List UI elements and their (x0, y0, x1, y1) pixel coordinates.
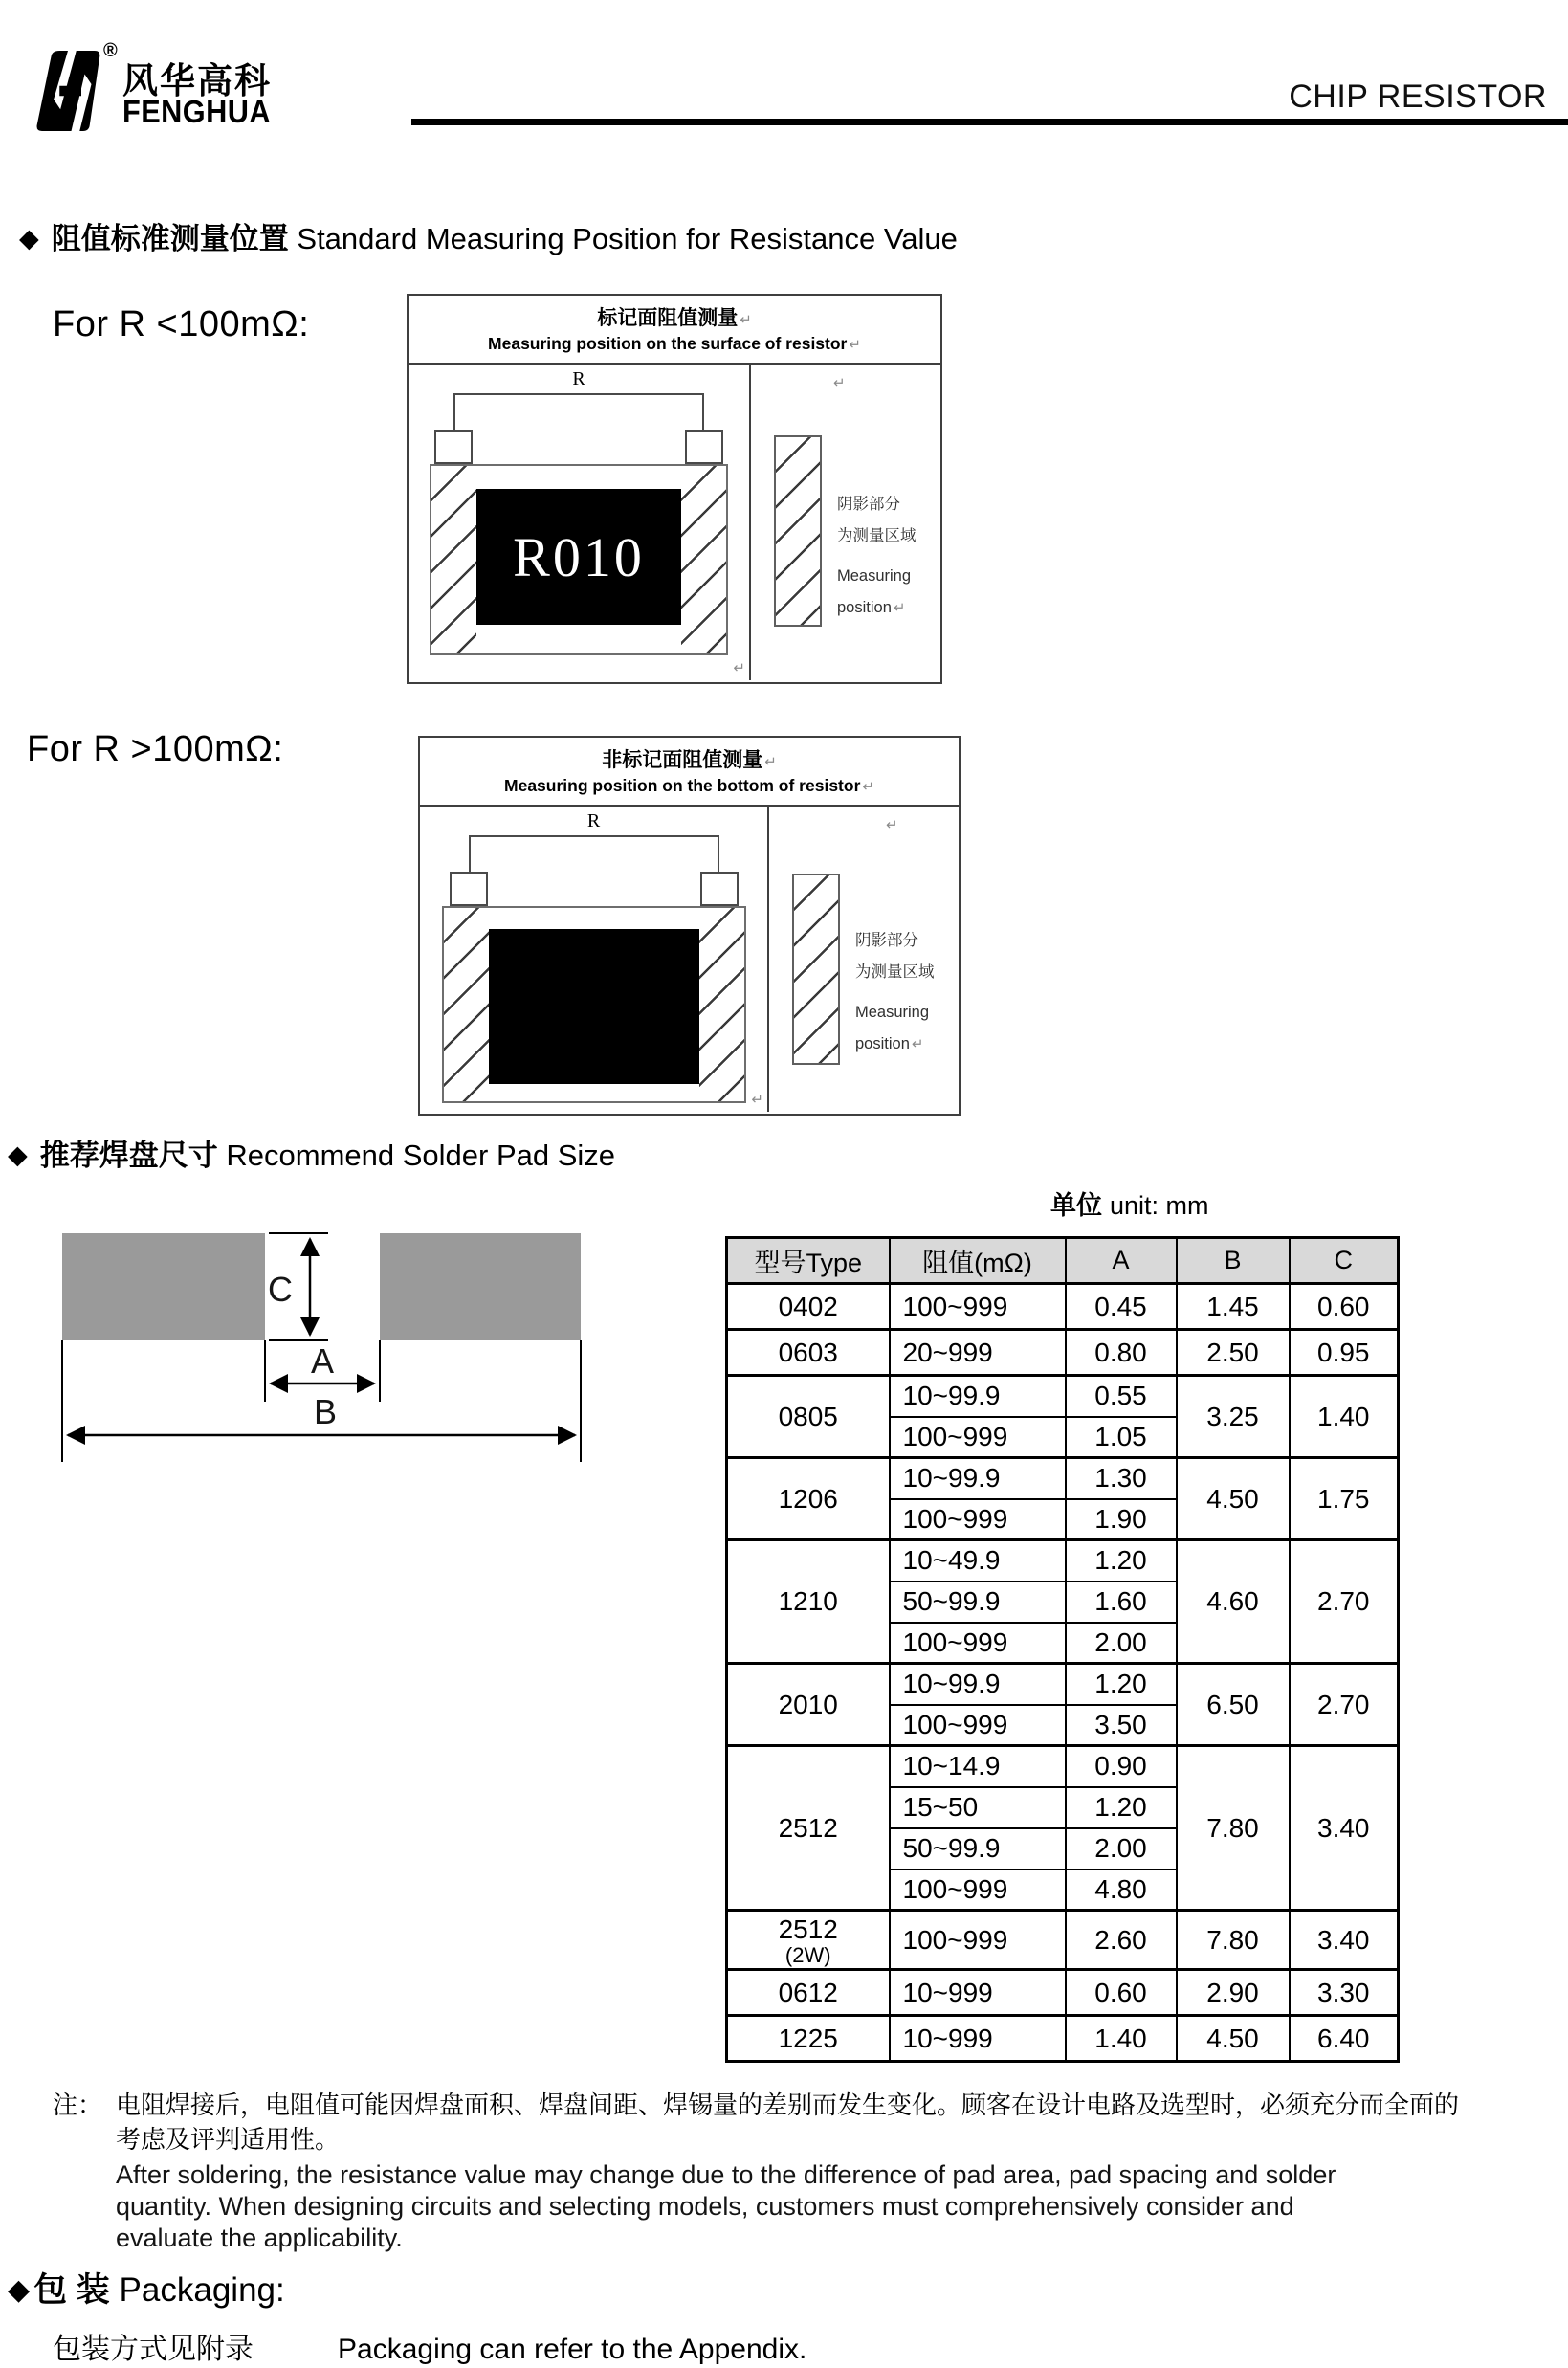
diagram-surface-measuring (407, 294, 942, 684)
diagram-bottom-measuring (418, 736, 961, 1116)
a-cell: 0.80 (1066, 1330, 1177, 1376)
terminal-tab (434, 430, 473, 464)
a-cell: 0.55 (1066, 1376, 1177, 1417)
dimension-label-r: R (572, 368, 585, 389)
diagram-title-cn: 非标记面阻值测量 (602, 749, 763, 771)
return-mark: ↵ (886, 817, 898, 833)
pad-table-row (727, 1911, 1399, 1970)
pad-table-row (727, 1330, 1399, 1376)
terminal-tab (685, 430, 723, 464)
b-cell: 4.50 (1177, 2016, 1290, 2062)
b-cell: 4.50 (1177, 1458, 1290, 1540)
range-cell: 100~999 (890, 1499, 1066, 1540)
right-solder-pad (380, 1233, 581, 1340)
a-cell: 1.40 (1066, 2016, 1177, 2062)
range-cell: 10~14.9 (890, 1746, 1066, 1787)
return-mark: ↵ (733, 660, 745, 676)
header-rule (411, 119, 1568, 125)
c-cell: 2.70 (1290, 1664, 1399, 1746)
legend-en-line1: Measuring (855, 1004, 930, 1021)
b-cell: 6.50 (1177, 1664, 1290, 1746)
heading-en: Standard Measuring Position for Resistance Value (297, 222, 958, 255)
range-cell: 100~999 (890, 1417, 1066, 1458)
range-cell: 100~999 (890, 1284, 1066, 1330)
range-cell: 10~49.9 (890, 1540, 1066, 1582)
table-header-row (727, 1238, 1399, 1284)
legend-cn-line1: 阴影部分 (855, 932, 918, 949)
range-cell: 20~999 (890, 1330, 1066, 1376)
b-cell: 1.45 (1177, 1284, 1290, 1330)
case-label-r-lt-100: For R <100mΩ: (53, 304, 310, 344)
legend-cn-line2: 为测量区域 (837, 527, 917, 544)
hatch-legend-swatch (792, 874, 840, 1065)
a-cell: 2.00 (1066, 1828, 1177, 1870)
pad-table-row (727, 1458, 1399, 1499)
diagram-title-en: Measuring position on the bottom of resistor (504, 776, 861, 795)
range-cell: 10~999 (890, 2016, 1066, 2062)
solder-note (53, 2088, 1531, 2254)
return-mark: ↵ (862, 779, 874, 795)
packaging-body-en: Packaging can refer to the Appendix. (338, 2334, 807, 2365)
a-cell: 1.05 (1066, 1417, 1177, 1458)
type-cell: 0805 (727, 1376, 890, 1458)
c-cell: 3.30 (1290, 1970, 1399, 2016)
right-terminal-hatched (681, 466, 726, 653)
c-cell: 2.70 (1290, 1540, 1399, 1664)
pad-table-row (727, 1970, 1399, 2016)
header-a: A (1066, 1238, 1177, 1284)
heading-cn: 包 装 (33, 2271, 110, 2309)
solder-pad-drawing (38, 1217, 631, 1471)
pad-table-row (727, 1664, 1399, 1705)
note-cn-line2: 考虑及评判适用性。 (116, 2125, 341, 2154)
solder-pad-table (725, 1236, 1400, 2063)
c-cell: 3.40 (1290, 1911, 1399, 1970)
note-cn-line1: 电阻焊接后，电阻值可能因焊盘面积、焊盘间距、焊锡量的差别而发生变化。顾客在设计电路及选型时，必须充分而全面的 (116, 2091, 1460, 2119)
legend-cn-line2: 为测量区域 (855, 963, 935, 981)
note-label: 注： (53, 2091, 103, 2119)
return-mark: ↵ (893, 600, 906, 616)
heading-cn: 阻值标准测量位置 (51, 222, 289, 255)
a-cell: 1.90 (1066, 1499, 1177, 1540)
type-cell: 2512 (727, 1746, 890, 1911)
range-cell: 100~999 (890, 1911, 1066, 1970)
pad-table-body (727, 1284, 1399, 2062)
resistance-marking: R010 (513, 525, 645, 588)
diamond-bullet-icon: ◆ (8, 2274, 31, 2306)
a-cell: 0.45 (1066, 1284, 1177, 1330)
a-cell: 4.80 (1066, 1870, 1177, 1911)
diamond-bullet-icon: ◆ (8, 1140, 28, 1169)
diagram-header (409, 296, 940, 365)
dimension-bracket (469, 835, 719, 872)
case-label-r-gt-100: For R >100mΩ: (27, 729, 284, 769)
heading-en: Recommend Solder Pad Size (226, 1139, 616, 1172)
a-cell: 2.60 (1066, 1911, 1177, 1970)
b-cell: 2.50 (1177, 1330, 1290, 1376)
right-terminal-hatched (699, 908, 744, 1101)
range-cell: 10~99.9 (890, 1664, 1066, 1705)
dimension-label-r: R (586, 810, 601, 831)
b-cell: 4.60 (1177, 1540, 1290, 1664)
type-cell: 2010 (727, 1664, 890, 1746)
dimension-bracket (453, 393, 704, 430)
range-cell: 50~99.9 (890, 1828, 1066, 1870)
range-cell: 100~999 (890, 1623, 1066, 1664)
range-cell: 50~99.9 (890, 1582, 1066, 1623)
range-cell: 15~50 (890, 1787, 1066, 1828)
type-cell: 1210 (727, 1540, 890, 1664)
heading-cn: 推荐焊盘尺寸 (39, 1139, 218, 1172)
legend-en-line2: position (855, 1035, 910, 1052)
type-cell: 1206 (727, 1458, 890, 1540)
diamond-bullet-icon: ◆ (19, 224, 39, 253)
left-terminal-hatched (444, 908, 489, 1101)
return-mark: ↵ (911, 1036, 924, 1052)
pad-table-row (727, 1746, 1399, 1787)
diagram-title-cn: 标记面阻值测量 (597, 307, 739, 329)
diagram-title-en: Measuring position on the surface of resistor (488, 334, 848, 353)
type-cell: 1225 (727, 2016, 890, 2062)
packaging-body-cn: 包装方式见附录 (53, 2334, 254, 2365)
legend-en-line1: Measuring (837, 567, 912, 585)
return-mark: ↵ (740, 312, 752, 328)
hatch-legend-swatch (774, 435, 822, 627)
dim-label-b: B (313, 1392, 338, 1431)
c-cell: 3.40 (1290, 1746, 1399, 1911)
range-cell: 100~999 (890, 1870, 1066, 1911)
resistor-drawing (420, 807, 769, 1112)
a-cell: 2.00 (1066, 1623, 1177, 1664)
type-cell: 0603 (727, 1330, 890, 1376)
type-cell: 0402 (727, 1284, 890, 1330)
dim-label-a: A (310, 1341, 335, 1381)
measuring-legend (769, 807, 959, 1112)
b-cell: 7.80 (1177, 1746, 1290, 1911)
note-en-line2: quantity. When designing circuits and selecting models, customers must comprehensively consider and (116, 2192, 1294, 2221)
a-cell: 1.20 (1066, 1664, 1177, 1705)
c-cell: 1.75 (1290, 1458, 1399, 1540)
range-cell: 10~999 (890, 1970, 1066, 2016)
terminal-tab (450, 872, 488, 906)
legend-en-line2: position (837, 599, 892, 616)
resistor-marking-area (476, 489, 681, 625)
pad-table-row (727, 1540, 1399, 1582)
a-cell: 1.30 (1066, 1458, 1177, 1499)
brand-name-chinese: 风华高科 (122, 61, 272, 100)
left-terminal-hatched (431, 466, 476, 653)
range-cell: 100~999 (890, 1705, 1066, 1746)
dim-label-c: C (268, 1270, 293, 1309)
resistor-body (442, 906, 746, 1103)
c-cell: 0.60 (1290, 1284, 1399, 1330)
header-c: C (1290, 1238, 1399, 1284)
diagram-header (420, 738, 959, 807)
b-cell: 3.25 (1177, 1376, 1290, 1458)
a-cell: 1.20 (1066, 1787, 1177, 1828)
resistor-bottom-area (489, 929, 699, 1084)
fenghua-logo-mark (34, 48, 101, 134)
unit-label (1050, 1184, 1209, 1222)
return-mark: ↵ (751, 1092, 763, 1108)
note-en-line3: evaluate the applicability. (116, 2224, 403, 2252)
a-cell: 1.20 (1066, 1540, 1177, 1582)
type-cell: 2512 (2W) (727, 1911, 890, 1970)
return-mark: ↵ (849, 337, 861, 353)
b-cell: 2.90 (1177, 1970, 1290, 2016)
a-cell: 1.60 (1066, 1582, 1177, 1623)
range-cell: 10~99.9 (890, 1376, 1066, 1417)
a-cell: 3.50 (1066, 1705, 1177, 1746)
unit-label-cn: 单位 (1050, 1191, 1102, 1220)
resistor-body (430, 464, 728, 655)
section-heading-packaging (8, 2264, 285, 2312)
c-cell: 6.40 (1290, 2016, 1399, 2062)
return-mark: ↵ (833, 375, 846, 391)
header-resistance: 阻值(mΩ) (890, 1238, 1066, 1284)
measuring-legend (751, 365, 940, 680)
resistor-drawing (409, 365, 751, 680)
terminal-tab (700, 872, 739, 906)
legend-cn-line1: 阴影部分 (837, 496, 900, 513)
registered-trademark-icon: ® (103, 40, 118, 61)
return-mark: ↵ (764, 754, 777, 770)
unit-label-en: unit: mm (1110, 1191, 1209, 1220)
header-b: B (1177, 1238, 1290, 1284)
pad-table-row (727, 1284, 1399, 1330)
heading-en: Packaging: (119, 2271, 285, 2309)
pad-table-row (727, 2016, 1399, 2062)
b-cell: 7.80 (1177, 1911, 1290, 1970)
c-cell: 0.95 (1290, 1330, 1399, 1376)
type-cell: 0612 (727, 1970, 890, 2016)
left-solder-pad (62, 1233, 265, 1340)
header-type: 型号Type (727, 1238, 890, 1284)
note-en-line1: After soldering, the resistance value may change due to the difference of pad area, pad spacing and solder (116, 2160, 1336, 2189)
range-cell: 10~99.9 (890, 1458, 1066, 1499)
a-cell: 0.60 (1066, 1970, 1177, 2016)
section-heading-solder-pad (8, 1131, 615, 1174)
packaging-body (53, 2325, 806, 2367)
c-cell: 1.40 (1290, 1376, 1399, 1458)
pad-table-row (727, 1376, 1399, 1417)
page-title: CHIP RESISTOR (1289, 78, 1547, 115)
a-cell: 0.90 (1066, 1746, 1177, 1787)
section-heading-measuring (19, 214, 958, 257)
brand-name-english: FENGHUA (122, 94, 272, 129)
